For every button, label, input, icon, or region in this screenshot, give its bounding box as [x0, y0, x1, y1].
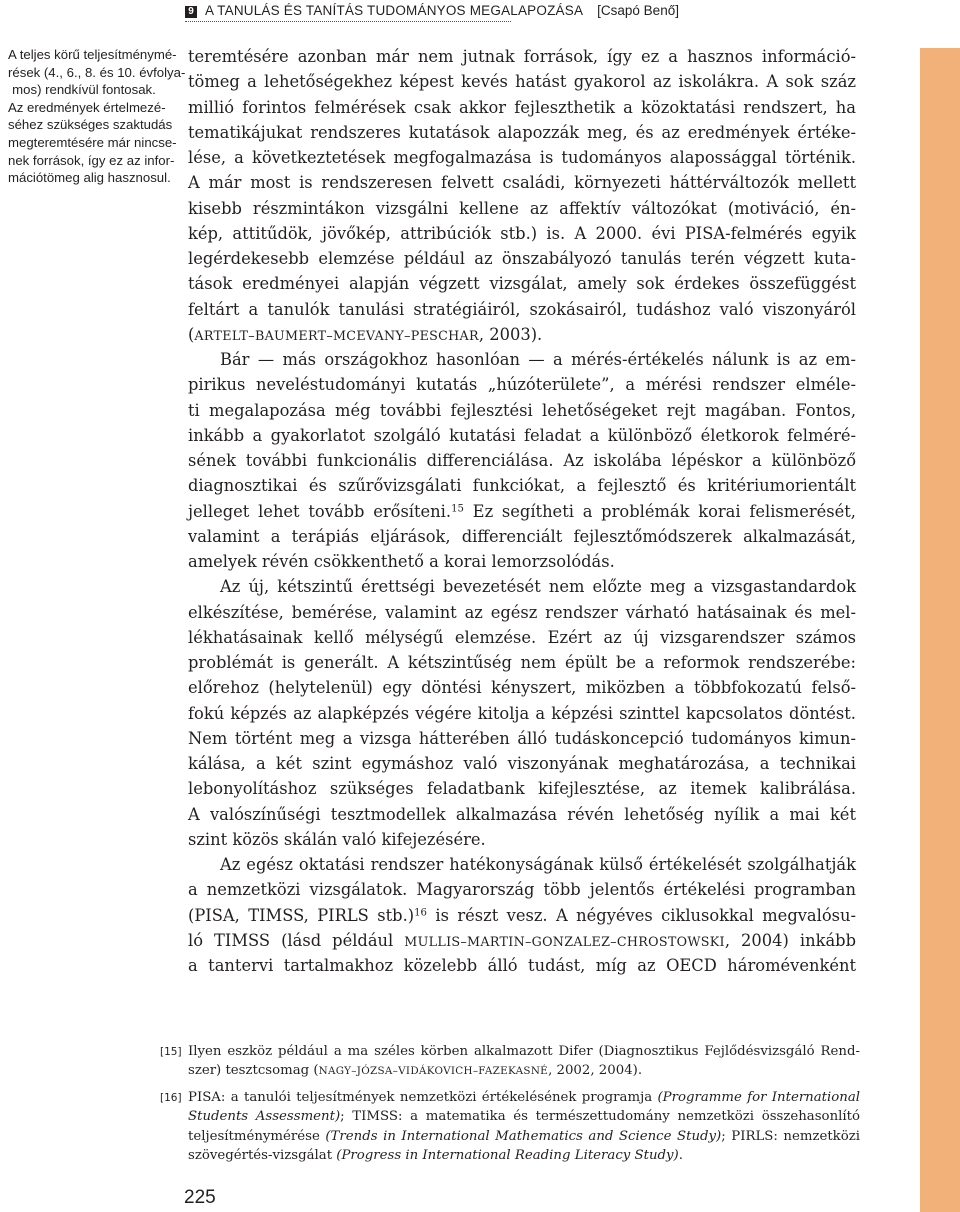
- text-line: Nem történt meg a vizsga hátterében álló tudáskoncepció tudományos kimun-: [188, 728, 856, 748]
- text-fragment: ló TIMSS (lásd például: [188, 930, 405, 950]
- text-line: [188, 499, 856, 524]
- text-fragment: Ez segítheti a problémák korai felismerését,: [463, 501, 856, 521]
- header-divider: [185, 21, 511, 22]
- text-fragment-italic: (Progress in International Reading Literacy Study): [336, 1148, 679, 1164]
- citation: NAGY–JÓZSA–VIDÁKOVICH–FAZEKASNÉ: [318, 1065, 549, 1078]
- text-fragment: , 2004) inkább: [724, 930, 856, 950]
- footnote-15: [160, 1042, 860, 1082]
- text-line: lebonyolításhoz szükséges feladatbank kifejlesztése, az itemek kalibrálása.: [188, 779, 856, 799]
- text-line: szint közös skálán való kifejezésére.: [188, 829, 486, 849]
- text-line: kép, attitűdök, jövőkép, attribúciók stb.) is. A 2000. évi PISA-felmérés egyik: [188, 223, 856, 243]
- margin-note-line: Az eredmények értelmezé-: [8, 99, 166, 115]
- text-fragment: (: [188, 324, 195, 344]
- paragraph-3: [188, 574, 856, 852]
- text-line: tömeg a lehetőségekhez képest kevés hatást gyakorol az iskolákra. A sok száz: [188, 72, 856, 92]
- margin-note-line: A teljes körű teljesítménymé-: [8, 47, 177, 62]
- text-line: sének további funkcionális differenciálása. Az iskolába lépéskor a különböző: [188, 451, 856, 470]
- page-number: 225: [184, 1187, 216, 1208]
- footnote-line: [188, 1061, 860, 1081]
- margin-note-line: mációtömeg alig hasznosul.: [8, 170, 171, 186]
- text-fragment-italic: (Programme for International: [657, 1089, 861, 1105]
- text-fragment: .: [678, 1148, 683, 1164]
- text-line: tások eredményei alapján végzett vizsgálat, amely sok érdekes összefüggést: [188, 274, 856, 294]
- text-line: lése, a következtetések megfogalmazása is tudományos alapossággal történik.: [188, 148, 856, 167]
- text-line: legérdekesebb elemzése például az önszabályozó tanulás terén végzett kuta-: [188, 249, 856, 268]
- footnote-ref-16[interactable]: 16: [414, 906, 427, 918]
- text-fragment: , 2002, 2004).: [548, 1063, 643, 1079]
- text-line: teremtésére azonban már nem jutnak források, így ez a hasznos információ-: [188, 47, 856, 66]
- footnote-line: [188, 1107, 860, 1126]
- text-line: A már most is rendszeresen felvett családi, környezeti háttérváltozók mellett: [188, 173, 856, 193]
- text-fragment: (PISA, TIMSS, PIRLS stb.): [188, 905, 415, 925]
- text-line: Az új, kétszintű érettségi bevezetését nem előzte meg a vizsgastandardok: [220, 577, 856, 597]
- body-text: [188, 44, 856, 978]
- text-fragment: jelleget lehet tovább erősíteni.: [188, 501, 452, 521]
- margin-note-line: nek források, így ez az infor-: [8, 152, 175, 168]
- text-line: kálása, a két szint egymáshoz való viszonyának meghatározása, a technikai: [188, 754, 856, 773]
- text-fragment: szer) tesztcsomag (: [188, 1063, 319, 1079]
- margin-note-line: rések (4., 6., 8. és 10. évfolya-: [8, 64, 186, 80]
- text-line: millió forintos felmérések csak akkor fejleszthetik a közoktatási rendszert, ha: [188, 97, 856, 117]
- text-line: feltárt a tanulók tanulási stratégiáiról, szokásairól, tudáshoz való viszonyáról: [188, 299, 856, 319]
- text-line: előrehoz (helytelenül) egy döntési kényszert, miközben a többfokozatú felső-: [188, 678, 856, 698]
- footnote-line: Ilyen eszköz például a ma széles körben alkalmazott Difer (Diagnosztikus Fejlődésvizsgáló Rend-: [188, 1044, 860, 1059]
- text-line: pirikus neveléstudományi kutatás „húzóterülete”, a mérési rendszer elméle-: [188, 375, 856, 395]
- text-fragment-italic: (Trends in International Mathematics and Science Study): [325, 1128, 722, 1144]
- text-line: ti megalapozása még további fejlesztési lehetőségeket rejt magában. Fontos,: [188, 400, 856, 420]
- text-line: valamint a terápiás eljárások, differenciált fejlesztőmódszerek alkalmazását,: [188, 526, 856, 546]
- text-line: fokú képzés az alapképzés végére kitolja a képzési szinttel kapcsolatos döntést.: [188, 703, 856, 723]
- text-fragment: PISA: a tanulói teljesítmények nemzetközi értékelésének programja: [188, 1089, 658, 1105]
- header-title: A TANULÁS ÉS TANÍTÁS TUDOMÁNYOS MEGALAPOZÁSA: [205, 3, 584, 18]
- margin-note-line: séhez szükséges szaktudás: [8, 117, 173, 133]
- header-author: [Csapó Benő]: [597, 3, 679, 18]
- text-line: elkészítése, bemérése, valamint az egész rendszer várható hatásainak és mel-: [188, 602, 856, 622]
- footnote-number: [16]: [160, 1091, 182, 1104]
- text-line: kisebb részmintákon vizsgálni kellene az affektív változókat (motiváció, én-: [188, 198, 856, 218]
- text-fragment: teljesítménymérése: [188, 1128, 326, 1144]
- footnote-16: [160, 1088, 860, 1166]
- text-line: diagnosztikai és szűrővizsgálati funkciókat, a fejlesztő és kritériumorientált: [188, 476, 856, 496]
- chapter-number-badge: 9: [185, 6, 197, 18]
- text-line: inkább a gyakorlatot szolgáló kutatási feladat a különböző életkorok felméré-: [188, 425, 856, 445]
- margin-note: [8, 46, 186, 187]
- footnote-ref-15[interactable]: 15: [451, 502, 464, 514]
- paragraph-4: [188, 852, 856, 978]
- citation: ARTELT–BAUMERT–MCEVANY–PESCHAR: [194, 327, 479, 343]
- text-line: [188, 903, 856, 928]
- text-fragment-italic: Students Assessment): [188, 1109, 341, 1125]
- footnote-line: [188, 1127, 860, 1146]
- text-fragment: szövegértés-vizsgálat: [188, 1148, 337, 1164]
- accent-bar: [920, 48, 960, 1212]
- text-line: a nemzetközi vizsgálatok. Magyarország több jelentős értékelési programban: [188, 880, 856, 900]
- margin-note-line: mos) rendkívül fontosak.: [12, 82, 156, 98]
- margin-note-line: megteremtésére már nincse-: [8, 134, 177, 150]
- text-fragment: , 2003).: [478, 324, 543, 344]
- text-line: [188, 322, 856, 347]
- running-header: [185, 3, 679, 23]
- text-fragment: ; TIMSS: a matematika és természettudomány nemzetközi összehasonlító: [340, 1109, 860, 1125]
- text-line: tematikájukat rendszeres kutatások alapozzák meg, és az eredmények értéke-: [188, 122, 856, 142]
- text-fragment: ; PIRLS: nemzetközi: [721, 1128, 860, 1144]
- footnote-number: [15]: [160, 1046, 182, 1058]
- footnotes: [160, 1042, 860, 1171]
- text-line: A valószínűségi tesztmodellek alkalmazása révén lehetőség nyílik a mai két: [188, 804, 856, 824]
- text-line: amelyek révén csökkenthető a korai lemorzsolódás.: [188, 552, 615, 571]
- text-line: a tantervi tartalmakhoz közelebb álló tudást, míg az OECD háromévenként: [188, 956, 856, 975]
- text-fragment: is részt vesz. A négyéves ciklusokkal megvalósu-: [426, 905, 856, 925]
- citation: MULLIS–MARTIN–GONZALEZ–CHROSTOWSKI: [404, 933, 725, 949]
- text-line: Bár — más országokhoz hasonlóan — a mérés-értékelés nálunk is az em-: [220, 350, 856, 369]
- text-line: lékhatásainak kellő mélységű elemzése. Ezért az új vizsgarendszer számos: [188, 627, 856, 647]
- text-line: [188, 928, 856, 953]
- paragraph-1: [188, 44, 856, 347]
- footnote-line: [188, 1146, 860, 1165]
- text-line: Az egész oktatási rendszer hatékonyságának külső értékelését szolgálhatják: [220, 855, 856, 874]
- text-line: problémát is generált. A kétszintűség nem épült be a reformok rendszerébe:: [188, 653, 856, 672]
- paragraph-2: [188, 347, 856, 574]
- footnote-line: [188, 1088, 860, 1107]
